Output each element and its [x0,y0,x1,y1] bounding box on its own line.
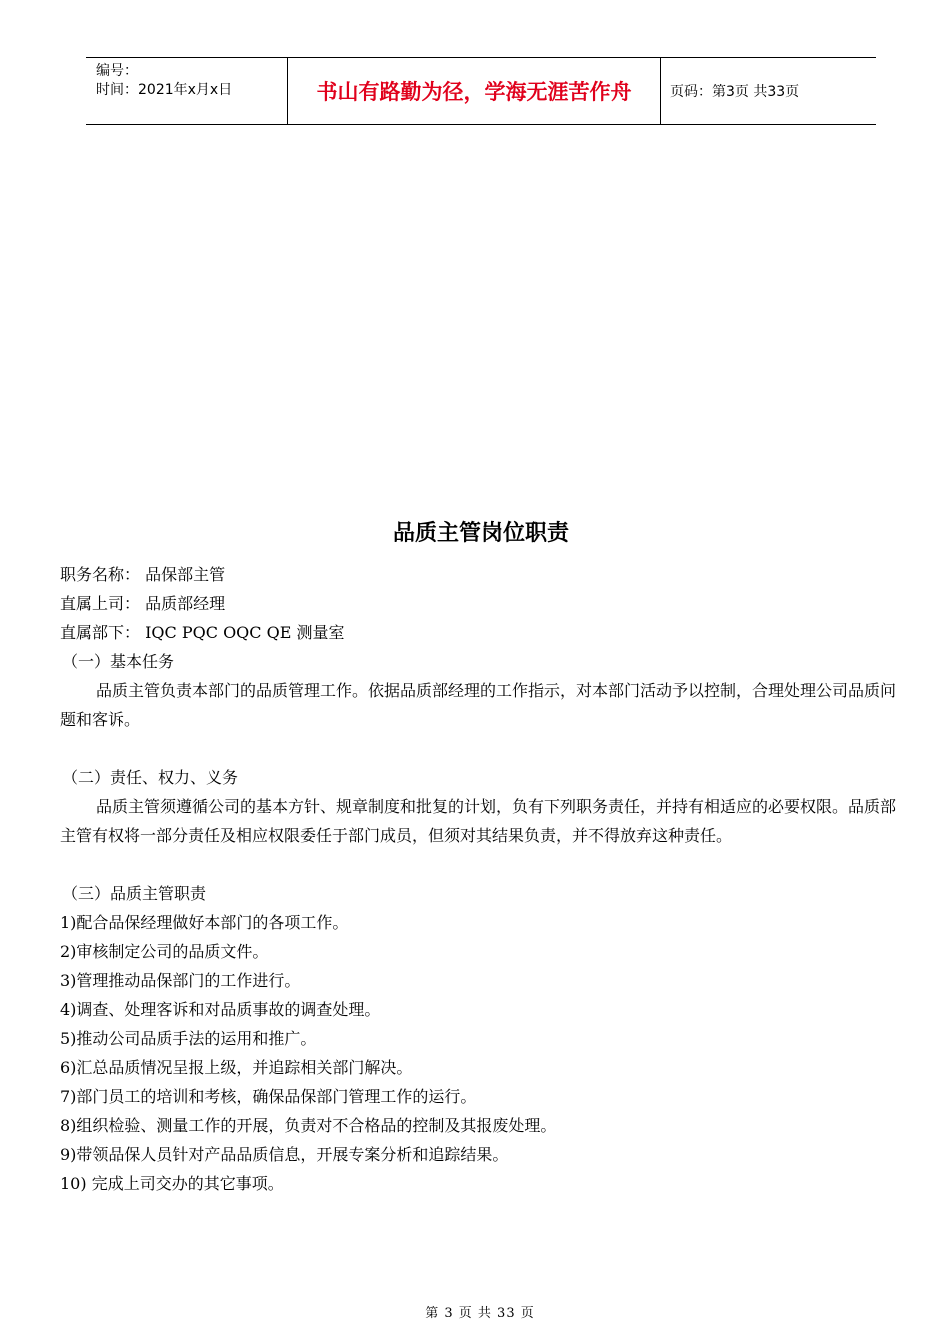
list-item: 7)部门员工的培训和考核，确保品保部门管理工作的运行。 [60,1087,477,1106]
header-info-cell [86,58,288,124]
list-item: 4)调查、处理客诉和对品质事故的调查处理。 [60,1000,381,1019]
document-body [60,560,902,1198]
page-footer: 第 3 页 共 33 页 [425,1306,535,1321]
section-paragraph: 品质主管须遵循公司的基本方针、规章制度和批复的计划，负有下列职务责任，并持有相适应的必要权限。品质部主管有权将一部分责任及相应权限委任于部门成员，但须对其结果负责，并不得放弃这种责任。 [60,797,897,845]
field-supervisor: 直属上司： 品质部经理 [60,594,226,613]
list-item: 8)组织检验、测量工作的开展，负责对不合格品的控制及其报废处理。 [60,1116,557,1135]
list-item: 9)带领品保人员针对产品品质信息，开展专案分析和追踪结果。 [60,1145,509,1164]
document-title: 品质主管岗位职责 [392,521,569,546]
list-item: 2)审核制定公司的品质文件。 [60,942,269,961]
section-heading: （一）基本任务 [62,652,175,671]
header-page-code: 页码：第3页 共33页 [670,84,800,100]
time-label: 时间：2021年x月x日 [96,82,233,98]
list-item: 3)管理推动品保部门的工作进行。 [60,971,301,990]
header-motto: 书山有路勤为径，学海无涯苦作舟 [287,58,661,124]
list-item: 5)推动公司品质手法的运用和推广。 [60,1029,317,1048]
field-position: 职务名称： 品保部主管 [60,565,226,584]
list-item: 6)汇总品质情况呈报上级，并追踪相关部门解决。 [60,1058,413,1077]
section-heading: （二）责任、权力、义务 [62,768,239,787]
code-label: 编号： [96,63,138,79]
section-paragraph: 品质主管负责本部门的品质管理工作。依据品质部经理的工作指示，对本部门活动予以控制，合理处理公司品质问题和客诉。 [60,681,897,729]
section-heading: （三）品质主管职责 [62,884,207,903]
list-item: 1)配合品保经理做好本部门的各项工作。 [60,913,349,932]
field-subordinates: 直属部下： IQC PQC OQC QE 测量室 [60,623,345,642]
list-item: 10) 完成上司交办的其它事项。 [60,1174,284,1193]
page-header [86,57,876,125]
